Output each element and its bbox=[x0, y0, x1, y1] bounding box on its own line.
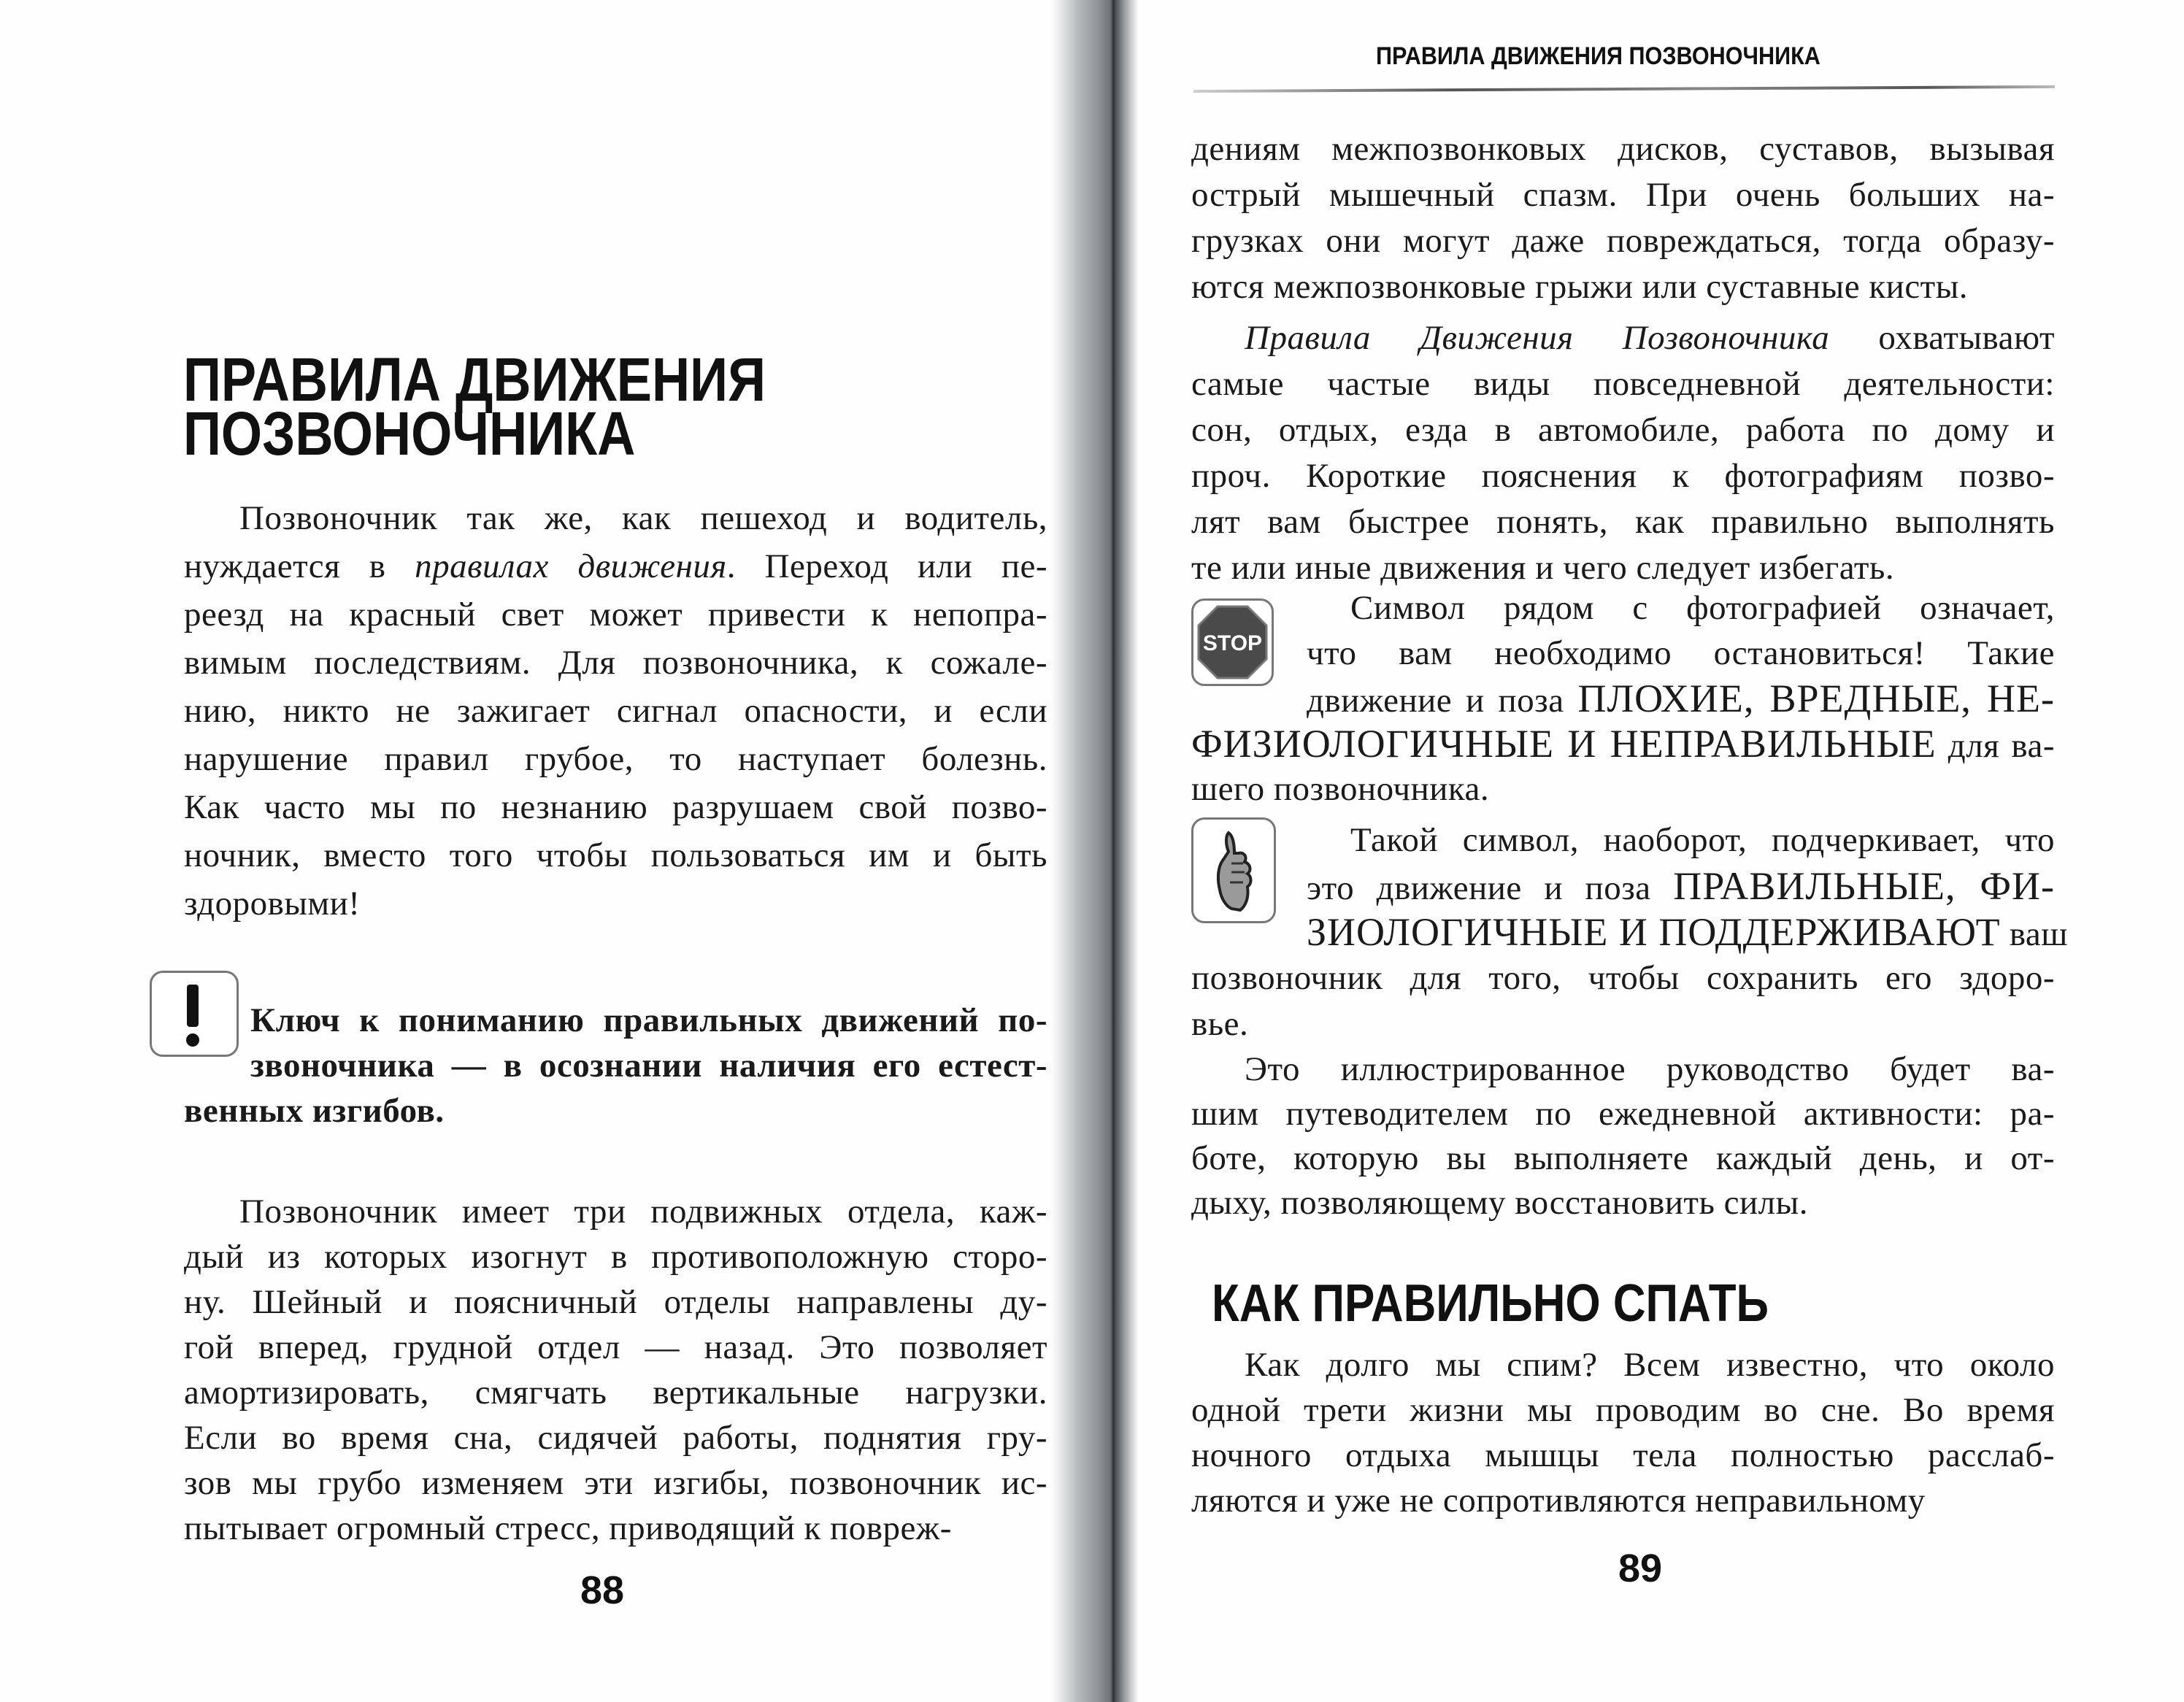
thumbs-up-icon bbox=[1191, 817, 1276, 923]
text-segment: ются межпозвонковые грыжи или суставные кисты. bbox=[1191, 268, 1969, 306]
text-segment: боте, которую вы выполняете каждый день, и от- bbox=[1191, 1139, 2055, 1177]
text-line bbox=[239, 1190, 1047, 1233]
caps-text: ПРАВИЛЬНЫЕ, ФИ- bbox=[1673, 864, 2055, 908]
text-line bbox=[239, 496, 1047, 540]
text-line bbox=[1245, 1343, 2055, 1387]
text-segment: сон, отдых, езда в автомобиле, работа по дому и bbox=[1191, 411, 2055, 449]
text-line bbox=[1245, 1047, 2055, 1091]
text-line bbox=[184, 1235, 1047, 1279]
text-segment: ночного отдыха мышцы тела полностью расслаб- bbox=[1191, 1436, 2055, 1474]
text-segment: лят вам быстрее понять, как правильно выполнять bbox=[1191, 503, 2055, 541]
text-segment: нуждается в bbox=[184, 547, 415, 585]
text-segment: самые частые виды повседневной деятельности: bbox=[1191, 365, 2055, 403]
text-segment: охватывают bbox=[1829, 319, 2055, 357]
text-line bbox=[1191, 1092, 2055, 1136]
text-segment: Если во время сна, сидячей работы, поднятия гру- bbox=[184, 1419, 1047, 1457]
text-line bbox=[1191, 1181, 2055, 1225]
exclamation-icon bbox=[150, 971, 239, 1057]
text-segment: пытывает огромный стресс, приводящий к повреж- bbox=[184, 1509, 952, 1547]
text-segment: что вам необходимо остановиться! Такие bbox=[1307, 634, 2055, 672]
text-segment: Ключ к пониманию правильных движений по- bbox=[250, 1001, 1047, 1039]
text-line bbox=[1191, 1388, 2055, 1432]
text-segment: проч. Короткие пояснения к фотографиям позво- bbox=[1191, 457, 2055, 495]
text-segment: позвоночник для того, чтобы сохранить его здоро- bbox=[1191, 959, 2055, 997]
text-segment: для ва- bbox=[1936, 727, 2055, 765]
text-segment: движение и поза bbox=[1307, 682, 1578, 720]
text-segment: это движение и поза bbox=[1307, 869, 1674, 907]
text-line bbox=[250, 1044, 1047, 1087]
text-line bbox=[1307, 631, 2055, 675]
text-segment: ну. Шейный и поясничный отделы направлены ду- bbox=[184, 1283, 1047, 1321]
stop-sign-icon bbox=[1191, 598, 1274, 686]
text-line bbox=[1191, 408, 2055, 452]
text-line bbox=[1191, 1433, 2055, 1477]
stop-sign-label: STOP bbox=[1202, 631, 1263, 655]
text-segment: звоночника — в осознании наличия его естест- bbox=[250, 1047, 1047, 1085]
text-segment: шего позвоночника. bbox=[1191, 770, 1490, 808]
text-segment: шим путеводителем по ежедневной активности: ра- bbox=[1191, 1095, 2055, 1133]
text-segment: Это иллюстрированное руководство будет ва- bbox=[1245, 1050, 2055, 1088]
text-segment: грузках они могут даже повреждаться, тогда образу- bbox=[1191, 222, 2055, 260]
text-segment: Позвоночник имеет три подвижных отдела, каж- bbox=[239, 1193, 1047, 1231]
caps-text: ФИЗИОЛОГИЧНЫЕ И НЕПРАВИЛЬНЫЕ bbox=[1191, 722, 1937, 766]
text-line bbox=[184, 1325, 1047, 1369]
text-line bbox=[1350, 586, 2055, 630]
text-segment: Как долго мы спим? Всем известно, что около bbox=[1245, 1346, 2055, 1384]
text-line bbox=[1191, 219, 2055, 263]
text-line bbox=[184, 1371, 1047, 1414]
running-header: ПРАВИЛА ДВИЖЕНИЯ ПОЗВОНОЧНИКА bbox=[1376, 42, 1820, 70]
text-line bbox=[184, 593, 1047, 636]
text-line bbox=[184, 641, 1047, 685]
text-line bbox=[250, 998, 1047, 1042]
text-line bbox=[184, 737, 1047, 781]
text-line bbox=[1191, 1136, 2055, 1180]
caps-text: ПЛОХИЕ, ВРЕДНЫЕ, НЕ- bbox=[1577, 677, 2055, 720]
text-segment: ляются и уже не сопротивляются неправильному bbox=[1191, 1482, 1926, 1520]
text-line bbox=[1191, 956, 2055, 1000]
book-gutter bbox=[1051, 0, 1139, 1702]
text-line bbox=[184, 882, 1047, 925]
text-line bbox=[1191, 1479, 2055, 1522]
caps-text: ЗИОЛОГИЧНЫЕ И ПОДДЕРЖИВАЮТ bbox=[1307, 910, 2001, 954]
text-line bbox=[1191, 722, 2055, 766]
page-number-left: 88 bbox=[580, 1568, 625, 1612]
emphasis-text: Правила Движения Позвоночника bbox=[1245, 319, 1830, 357]
text-line bbox=[184, 544, 1047, 588]
text-segment: дый из которых изогнут в противоположную сторо- bbox=[184, 1238, 1047, 1276]
text-line bbox=[184, 1089, 1047, 1133]
text-segment: нию, никто не зажигает сигнал опасности, и если bbox=[184, 692, 1047, 730]
text-line bbox=[1307, 677, 2055, 720]
page-number-right: 89 bbox=[1618, 1547, 1663, 1590]
text-segment: Такой символ, наоборот, подчеркивает, что bbox=[1350, 821, 2055, 859]
text-line bbox=[1191, 127, 2055, 171]
text-segment: венных изгибов. bbox=[184, 1092, 445, 1130]
text-line bbox=[1191, 546, 2055, 590]
text-segment: . Переход или пе- bbox=[726, 547, 1047, 585]
text-segment: амортизировать, смягчать вертикальные нагрузки. bbox=[184, 1374, 1047, 1412]
chapter-title-line-1: ПРАВИЛА ДВИЖЕНИЯ bbox=[183, 345, 766, 414]
text-line bbox=[1307, 910, 2068, 954]
text-line bbox=[1191, 173, 2055, 217]
text-line bbox=[1191, 454, 2055, 498]
text-segment: ночник, вместо того чтобы пользоваться им и быть bbox=[184, 836, 1047, 874]
text-segment: Символ рядом с фотографией означает, bbox=[1350, 589, 2055, 627]
text-line bbox=[184, 785, 1047, 829]
text-line bbox=[1191, 767, 2055, 811]
text-segment: Позвоночник так же, как пешеход и водитель, bbox=[239, 499, 1047, 537]
text-segment: Как часто мы по незнанию разрушаем свой позво- bbox=[184, 788, 1047, 826]
text-segment: нарушение правил грубое, то наступает болезнь. bbox=[184, 740, 1047, 778]
text-line bbox=[1245, 316, 2055, 360]
text-segment: дыху, позволяющему восстановить силы. bbox=[1191, 1184, 1808, 1222]
text-line bbox=[1191, 362, 2055, 406]
text-line bbox=[184, 1416, 1047, 1460]
text-segment: вимым последствиям. Для позвоночника, к сожале- bbox=[184, 644, 1047, 682]
text-segment: реезд на красный свет может привести к непопра- bbox=[184, 596, 1047, 634]
text-segment: вье. bbox=[1191, 1005, 1249, 1043]
text-line bbox=[184, 689, 1047, 733]
text-segment: одной трети жизни мы проводим во сне. Во время bbox=[1191, 1391, 2055, 1429]
emphasis-text: правилах движения bbox=[415, 547, 727, 585]
text-segment: здоровыми! bbox=[184, 885, 361, 923]
text-line bbox=[184, 833, 1047, 877]
text-segment: гой вперед, грудной отдел — назад. Это позволяет bbox=[184, 1328, 1047, 1366]
text-segment: те или иные движения и чего следует избегать. bbox=[1191, 549, 1895, 587]
text-line bbox=[184, 1506, 1047, 1550]
text-line bbox=[1191, 265, 2055, 309]
text-line bbox=[1191, 500, 2055, 544]
text-line bbox=[184, 1461, 1047, 1505]
text-line bbox=[1307, 864, 2055, 908]
text-segment: зов мы грубо изменяем эти изгибы, позвоночник ис- bbox=[184, 1464, 1047, 1502]
chapter-title-line-2: ПОЗВОНОЧНИКА bbox=[183, 399, 636, 468]
text-segment: острый мышечный спазм. При очень больших на- bbox=[1191, 176, 2055, 214]
text-line bbox=[184, 1280, 1047, 1324]
text-segment: ваш bbox=[2000, 915, 2068, 953]
section-title: КАК ПРАВИЛЬНО СПАТЬ bbox=[1212, 1274, 1769, 1333]
text-segment: дениям межпозвонковых дисков, суставов, вызывая bbox=[1191, 130, 2055, 168]
text-line bbox=[1350, 818, 2055, 862]
text-line bbox=[1191, 1002, 2055, 1046]
